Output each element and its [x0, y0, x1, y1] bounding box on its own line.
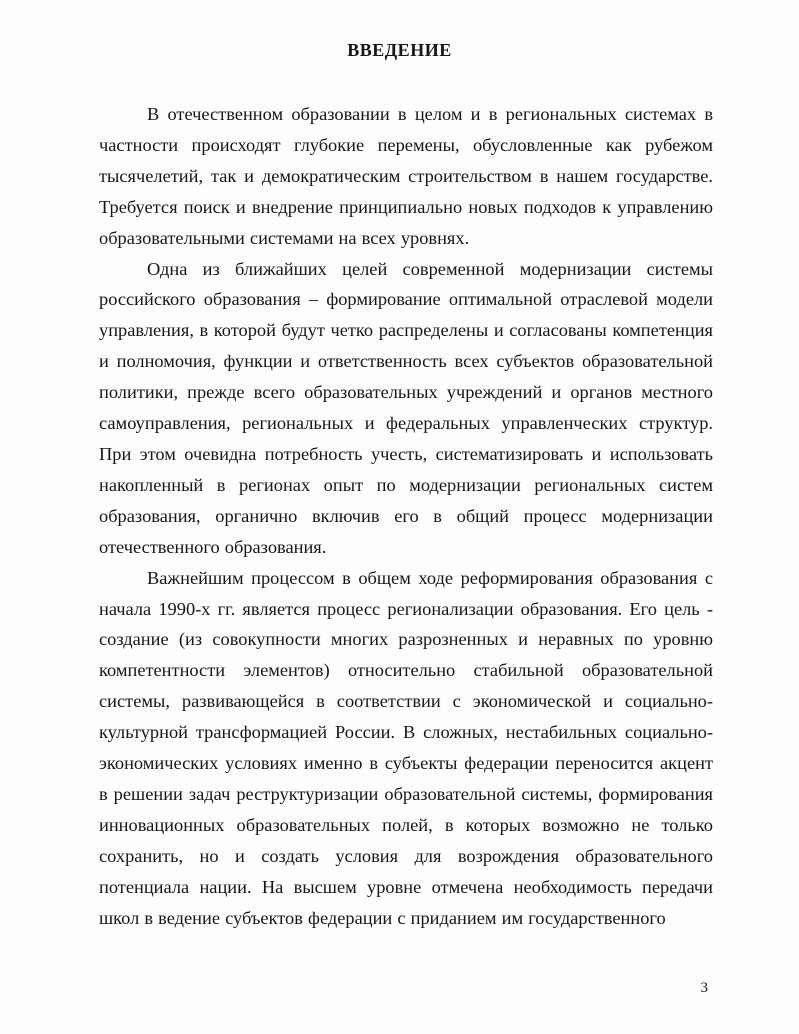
paragraph-1: В отечественном образовании в целом и в региональных системах в частности происходят глубокие перемены, обусловленные как рубежом тысячелетий, так и демократическим строительством в нашем государстве. Требуется поиск и внедрение принципиально новых подходов к управлению образовательными системами на всех уровнях.	[99, 104, 713, 248]
paragraph-3: Важнейшим процессом в общем ходе реформирования образования с начала 1990-х гг. является процесс регионализации образования. Его цель - создание (из совокупности многих разрозненных и неравных по уровню компетентности элементов) относительно стабильной образовательной системы, развивающейся в соответствии с экономической и социально-культурной трансформацией России. В сложных, нестабильных социально-экономических условиях именно в субъекты федерации переносится акцент в решении задач реструктуризации образовательной системы, формирования инновационных образовательных полей, в которых возможно не только сохранить, но и создать условия для возрождения образовательного потенциала нации. На высшем уровне отмечена необходимость передачи школ в ведение субъектов федерации с приданием им государственного	[99, 567, 713, 928]
page-number: 3	[700, 980, 708, 996]
page-title: ВВЕДЕНИЕ	[347, 40, 452, 60]
paragraph-2: Одна из ближайших целей современной модернизации системы российского образования – формирование оптимальной отраслевой модели управления, в которой будут четко распределены и согласованы компетенция и полномочия, функции и ответственность всех субъектов образовательной политики, прежде всего образовательных учреждений и органов местного самоуправления, региональных и федеральных управленческих структур. При этом очевидна потребность учесть, систематизировать и использовать накопленный в регионах опыт по модернизации региональных систем образования, органично включив его в общий процесс модернизации отечественного образования.	[99, 258, 713, 557]
body-text	[99, 99, 713, 933]
